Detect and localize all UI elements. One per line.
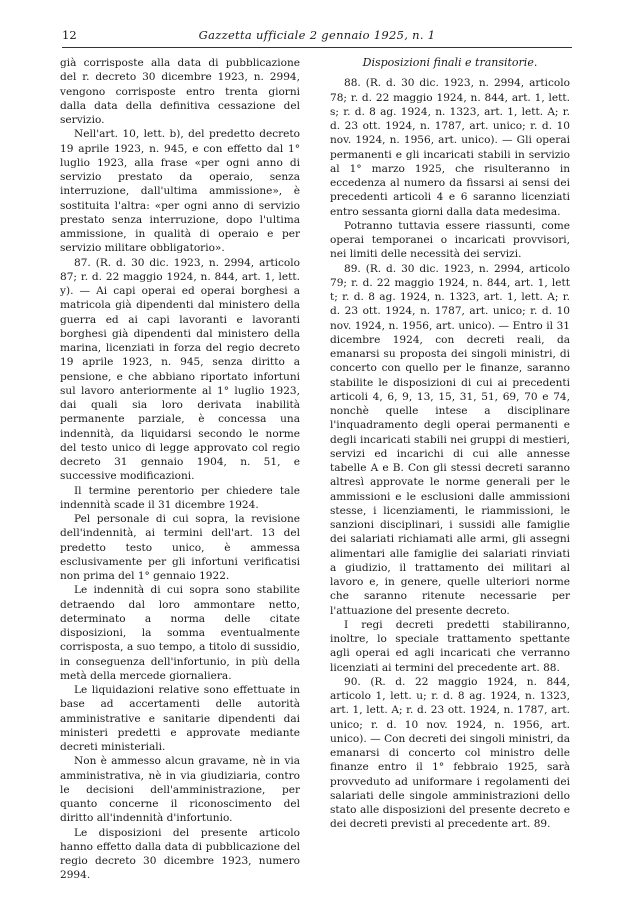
- right-column: [330, 56, 570, 832]
- left-column: [60, 56, 300, 883]
- running-title: Gazzetta ufficiale 2 gennaio 1925, n. 1: [198, 28, 436, 42]
- paragraph: Potranno tuttavia essere riassunti, come operai temporanei o incaricati provvisori, nei limiti delle necessità dei servizi.: [330, 219, 570, 261]
- paragraph: Le indennità di cui sopra sono stabilite detraendo dal loro ammontare netto, determinato a norma delle citate disposizioni, la somma eventualmente corrisposta, a suo tempo, a titolo di sussidio, in conseguenza dell'infortunio, in più della metà della mercede giornaliera.: [60, 584, 300, 682]
- paragraph: Le disposizioni del presente articolo hanno effetto dalla data di pubblicazione del regio decreto 30 dicembre 1923, numero 2994.: [60, 826, 300, 882]
- article-90: 90. (R. d. 22 maggio 1924, n. 844, articolo 1, lett. u; r. d. 8 ag. 1924, n. 1323, art. 1, lett. A; r. d. 23 ott. 1924, n. 1787, art. unico; r. d. 10 nov. 1924, n. 1956, art. unico). — Con decreti dei singoli ministri, da emanarsi di concerto col ministro delle finanze entro il 1° febbraio 1925, sarà provveduto ad uniformare i regolamenti dei salariati delle singole amministrazioni dello stato alle disposizioni del presente decreto e dei decreti previsti al precedente art. 89.: [330, 675, 570, 831]
- page-number: 12: [62, 28, 77, 42]
- paragraph: I regi decreti predetti stabiliranno, inoltre, lo speciale trattamento spettante agli operai ed agli incaricati che verranno licenziati ai termini del precedente art. 88.: [330, 618, 570, 674]
- paragraph: Le liquidazioni relative sono effettuate in base ad accertamenti delle autorità amministrative e sanitarie dipendenti dai ministeri predetti e approvate mediante decreti ministeriali.: [60, 684, 300, 753]
- page-header: [62, 28, 572, 44]
- article-88: 88. (R. d. 30 dic. 1923, n. 2994, articolo 78; r. d. 22 maggio 1924, n. 844, art. 1, lett. s; r. d. 8 ag. 1924, n. 1323, art. 1, lett. A; r. d. 23 ott. 1924, n. 1787, art. unico; r. d. 10 nov. 1924, n. 1956, art. unico). — Gli operai permanenti e gli incaricati stabili in servizio al 1° marzo 1925, che risulteranno in eccedenza al numero da fissarsi ai sensi dei precedenti articoli 4 e 6 saranno licenziati entro sessanta giorni dalla data medesima.: [330, 77, 570, 218]
- section-title: Disposizioni finali e transitorie.: [362, 56, 538, 69]
- paragraph: Nell'art. 10, lett. b), del predetto decreto 19 aprile 1923, n. 945, e con effetto dal 1° luglio 1923, alla frase «per ogni anno di servizio prestato da operaio, senza interruzione, dall'ultima ammissione», è sostituita l'altra: «per ogni anno di servizio prestato senza interruzione, dopo l'ultima ammissione, in qualità di operaio e per servizio militare obbligatorio».: [60, 128, 300, 255]
- article-89: 89. (R. d. 30 dic. 1923, n. 2994, articolo 79; r. d. 22 maggio 1924, n. 844, art. 1, lett t; r. d. 8 ag. 1924, n. 1323, art. 1, lett. A; r. d. 23 ott. 1924, n. 1787, art. unico; r. d. 10 nov. 1924, n. 1956, art. unico). — Entro il 31 dicembre 1924, con decreti reali, da emanarsi su proposta dei singoli ministri, di concerto con quello per le finanze, saranno stabilite le disposizioni di cui ai precedenti articoli 4, 6, 9, 13, 15, 31, 51, 69, 70 e 74, nonchè quelle intese a disciplinare l'inquadramento degli operai permanenti e degli incaricati stabili nei gruppi di mestieri, servizi ed incarichi di cui alle annesse tabelle A e B. Con gli stessi decreti saranno altresì approvate le norme generali per le ammissioni e le esclusioni dalle ammissioni stesse, i licenziamenti, le riammissioni, le sanzioni disciplinari, i sussidi alle famiglie dei salariati richiamati alle armi, gli assegni alimentari alle famiglie dei salariati rinviati a giudizio, il trattamento dei militari al lavoro e, in genere, quelle ulteriori norme che saranno ritenute necessarie per l'attuazione del presente decreto.: [330, 262, 570, 617]
- paragraph: Il termine perentorio per chiedere tale indennità scade il 31 dicembre 1924.: [60, 484, 300, 511]
- header-rule: [62, 47, 572, 48]
- article-87: 87. (R. d. 30 dic. 1923, n. 2994, articolo 87; r. d. 22 maggio 1924, n. 844, art. 1, lett. y). — Ai capi operai ed operai borghesi a matricola già dipendenti dal ministero della guerra ed ai capi lavoranti e lavoranti borghesi già dipendenti dal ministero della marina, licenziati in forza del regio decreto 19 aprile 1923, n. 945, senza diritto a pensione, e che abbiano riportato infortuni sul lavoro anteriormente al 1° luglio 1923, dai quali sia loro derivata inabilità permanente parziale, è concessa una indennità, da liquidarsi secondo le norme del testo unico di legge approvato col regio decreto 31 gennaio 1904, n. 51, e successive modificazioni.: [60, 256, 300, 483]
- paragraph: Non è ammesso alcun gravame, nè in via amministrativa, nè in via giudiziaria, contro le decisioni dell'amministrazione, per quanto concerne il riconoscimento del diritto all'indennità d'infortunio.: [60, 755, 300, 825]
- paragraph: già corrisposte alla data di pubblicazione del r. decreto 30 dicembre 1923, n. 2994, vengono corrisposte entro trenta giorni dalla data della definitiva cessazione del servizio.: [60, 57, 300, 126]
- paragraph: Pel personale di cui sopra, la revisione dell'indennità, ai termini dell'art. 13 del predetto testo unico, è ammessa esclusivamente per gli infortuni verificatisi non prima del 1° gennaio 1922.: [60, 513, 300, 582]
